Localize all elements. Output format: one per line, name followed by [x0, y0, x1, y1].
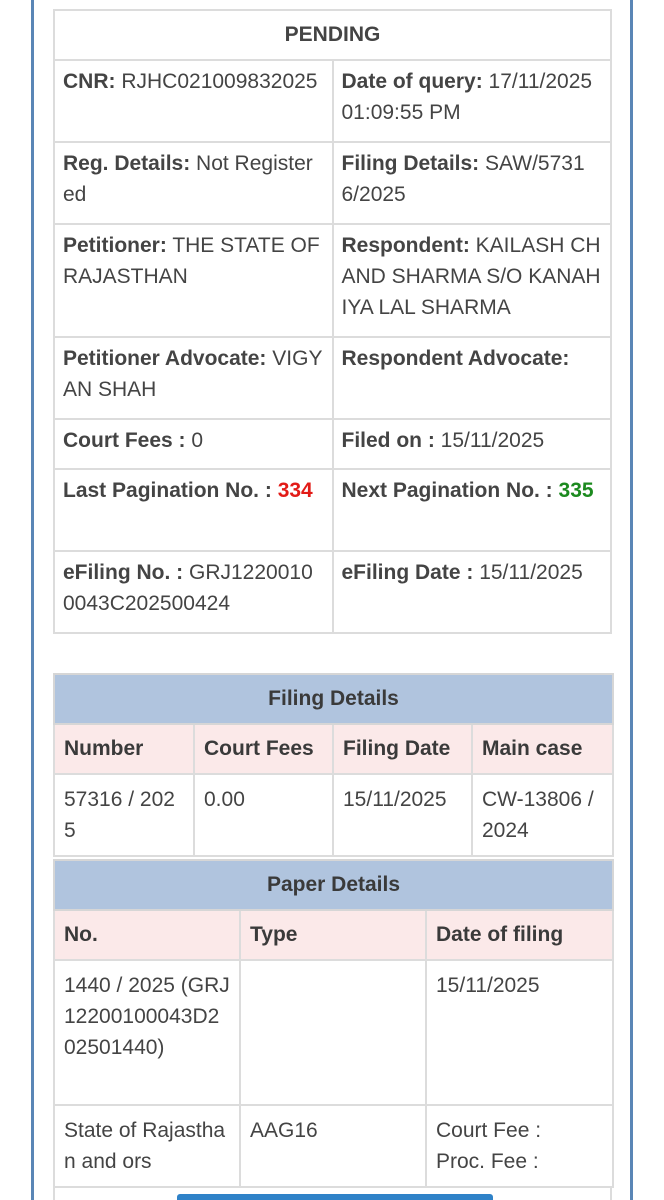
reg-details-cell: [54, 142, 333, 224]
respondent-label: Respondent:: [341, 234, 470, 257]
filing-date: 15/11/2025: [333, 774, 472, 856]
column-header-date-of-filing: Date of filing: [426, 910, 613, 960]
query-date-cell: [333, 60, 612, 142]
bottom-container: [53, 1188, 612, 1200]
cnr-value: RJHC021009832025: [121, 70, 318, 93]
filing-details-table: [53, 673, 614, 857]
petitioner-value: THE STATE OF RAJASTHAN: [63, 234, 320, 288]
court-fees-label: Court Fees :: [63, 429, 186, 452]
respondent-cell: [333, 224, 612, 337]
respondent-advocate-cell: [333, 337, 612, 419]
column-header-type: Type: [240, 910, 426, 960]
cnr-label: CNR:: [63, 70, 116, 93]
respondent-advocate-label: Respondent Advocate:: [341, 347, 570, 370]
left-frame-border: [31, 0, 34, 1200]
efiling-no-value: GRJ12200100043C202500424: [63, 561, 313, 615]
proc-fee-label: Proc. Fee :: [436, 1150, 539, 1173]
last-pagination-value: 334: [277, 479, 313, 502]
efiling-date-cell: [333, 551, 612, 633]
query-date-label: Date of query:: [341, 70, 483, 93]
column-header-number: Number: [54, 724, 194, 774]
petitioner-advocate-value: VIGYAN SHAH: [63, 347, 323, 401]
table-row: [54, 960, 613, 1105]
efiling-no-label: eFiling No. :: [63, 561, 184, 584]
paper-number: 1440 / 2025 (GRJ12200100043D202501440): [54, 960, 240, 1105]
paper-fees-cell: [426, 1105, 613, 1187]
right-frame-border: [630, 0, 633, 1200]
paper-details-heading: Paper Details: [54, 860, 613, 910]
paper-party: State of Rajasthan and ors: [54, 1105, 240, 1187]
petitioner-label: Petitioner:: [63, 234, 167, 257]
filing-details-label: Filing Details:: [341, 152, 480, 175]
petitioner-advocate-label: Petitioner Advocate:: [63, 347, 267, 370]
filing-details-value: SAW/57316/2025: [341, 152, 585, 206]
respondent-value: KAILASH CHAND SHARMA S/O KANAHIYA LAL SHARMA: [341, 234, 601, 319]
status-pending: PENDING: [54, 10, 611, 60]
reg-details-label: Reg. Details:: [63, 152, 191, 175]
column-header-no: No.: [54, 910, 240, 960]
next-pagination-label: Next Pagination No. :: [341, 479, 553, 502]
column-header-main-case: Main case: [472, 724, 613, 774]
efiling-date-value: 15/11/2025: [479, 561, 583, 584]
efiling-no-cell: [54, 551, 333, 633]
last-pagination-cell: [54, 469, 333, 551]
court-fees-value: 0: [191, 429, 204, 452]
court-fees-cell: [54, 419, 333, 469]
table-row: [54, 1105, 613, 1187]
column-header-court-fees: Court Fees: [194, 724, 333, 774]
filing-court-fees: 0.00: [194, 774, 333, 856]
action-button[interactable]: [177, 1194, 493, 1200]
next-pagination-value: 335: [558, 479, 594, 502]
paper-type-code: AAG16: [240, 1105, 426, 1187]
paper-details-table: [53, 859, 614, 1188]
petitioner-cell: [54, 224, 333, 337]
main-case: CW-13806 / 2024: [472, 774, 613, 856]
filed-on-value: 15/11/2025: [440, 429, 545, 452]
filing-number: 57316 / 2025: [54, 774, 194, 856]
filed-on-cell: [333, 419, 612, 469]
reg-details-value: Not Registered: [63, 152, 313, 206]
filing-details-heading: Filing Details: [54, 674, 613, 724]
efiling-date-label: eFiling Date :: [341, 561, 474, 584]
filed-on-label: Filed on :: [341, 429, 435, 452]
case-status-table: [53, 9, 612, 634]
petitioner-advocate-cell: [54, 337, 333, 419]
column-header-filing-date: Filing Date: [333, 724, 472, 774]
paper-date-of-filing: 15/11/2025: [426, 960, 613, 1105]
table-row: [54, 774, 613, 856]
court-fee-label: Court Fee :: [436, 1119, 542, 1142]
query-date-value: 17/11/2025 01:09:55 PM: [341, 70, 593, 124]
next-pagination-cell: [333, 469, 612, 551]
paper-type: [240, 960, 426, 1105]
cnr-cell: [54, 60, 333, 142]
last-pagination-label: Last Pagination No. :: [63, 479, 272, 502]
filing-details-cell: [333, 142, 612, 224]
